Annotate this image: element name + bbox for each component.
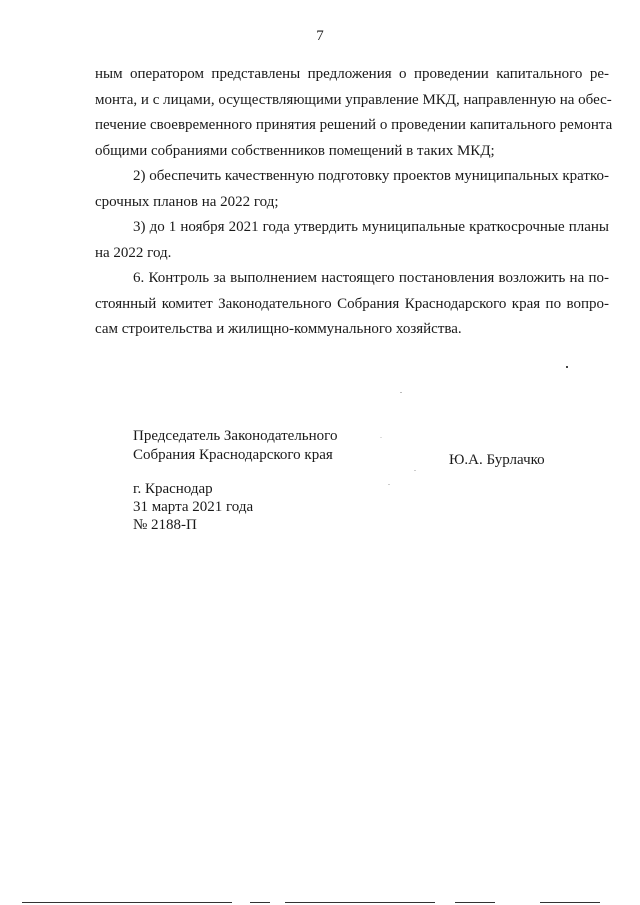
paragraph-continuation xyxy=(95,62,613,164)
text-line: стоянный комитет Законодательного Собрания Краснодарского края по вопро- xyxy=(95,295,609,312)
paragraph-item-6 xyxy=(95,266,609,343)
text-line: сам строительства и жилищно-коммунального хозяйства. xyxy=(95,321,462,337)
paragraph-item-2 xyxy=(95,164,609,215)
text-line: ным оператором представлены предложения о проведении капитального ре- xyxy=(95,66,609,82)
body-text xyxy=(95,62,613,343)
signatory-title-line-2: Собрания Краснодарского края xyxy=(133,447,333,463)
city: г. Краснодар xyxy=(133,481,213,497)
text-line: на 2022 год. xyxy=(95,244,172,261)
scan-speck xyxy=(566,366,568,368)
text-line: монта, и с лицами, осуществляющими управление МКД, направленную на обес- xyxy=(95,91,612,108)
document-date: 31 марта 2021 года xyxy=(133,499,254,515)
scan-edge-line xyxy=(540,902,600,903)
signatory-title-line-1: Председатель Законодательного xyxy=(133,428,338,444)
scan-speck xyxy=(388,484,390,485)
paragraph-item-3 xyxy=(95,215,609,266)
text-line: общими собраниями собственников помещений в таких МКД; xyxy=(95,142,495,159)
scan-edge-line xyxy=(455,902,495,903)
text-line: 2) обеспечить качественную подготовку проектов муниципальных кратко- xyxy=(133,168,609,184)
scan-speck xyxy=(414,470,416,471)
text-line: срочных планов на 2022 год; xyxy=(95,193,279,210)
document-footer xyxy=(133,480,253,534)
scan-speck xyxy=(400,392,402,393)
scan-edge-line xyxy=(22,902,232,903)
page-number: 7 xyxy=(316,28,324,44)
scan-edge-line xyxy=(250,902,270,903)
signatory-name: Ю.А. Бурлачко xyxy=(449,452,545,468)
scan-edge-line xyxy=(285,902,435,903)
text-line: печение своевременного принятия решений о проведении капитального ремонта xyxy=(95,117,613,133)
document-number: № 2188-П xyxy=(133,517,197,533)
text-line: 3) до 1 ноября 2021 года утвердить муниципальные краткосрочные планы xyxy=(133,219,609,235)
signatory-title xyxy=(133,427,337,465)
scan-speck xyxy=(380,437,382,438)
text-line: 6. Контроль за выполнением настоящего постановления возложить на по- xyxy=(133,270,609,286)
